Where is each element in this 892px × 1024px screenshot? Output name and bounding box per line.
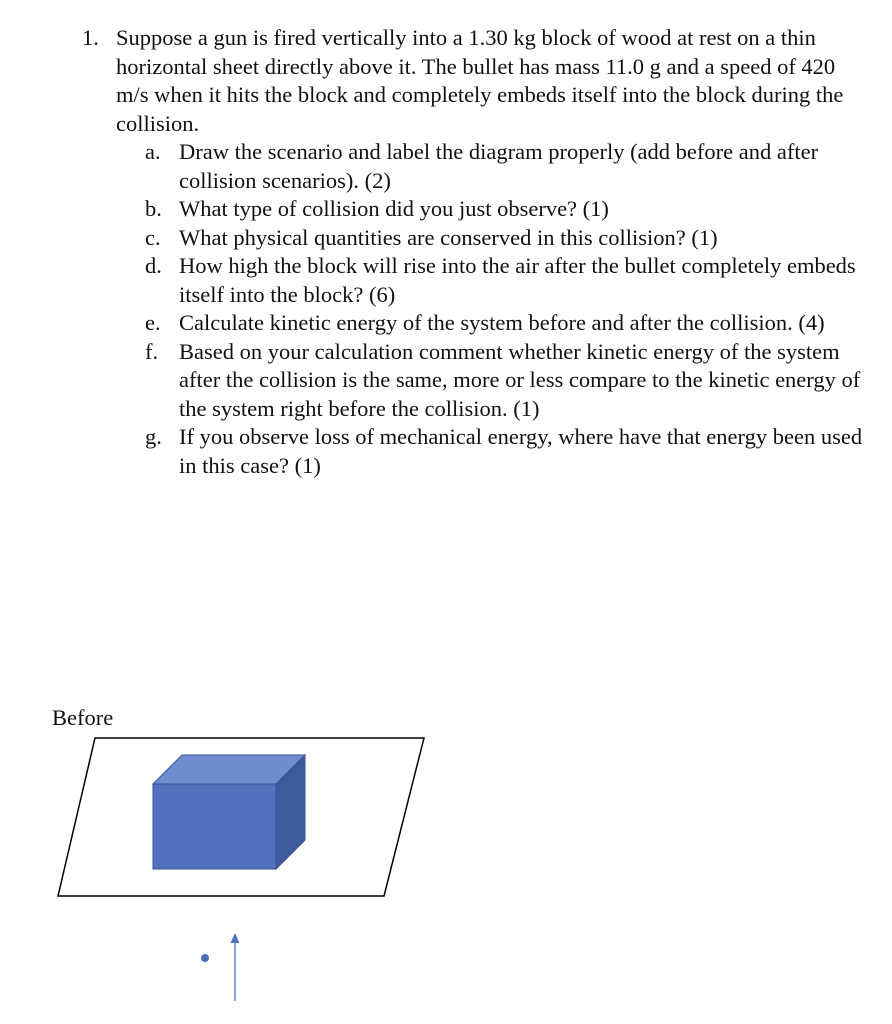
part-text: If you observe loss of mechanical energy, where have that energy been used in this case? (1) (179, 424, 863, 478)
part-text: Draw the scenario and label the diagram properly (add before and after collision scenarios). (2) (179, 139, 819, 193)
part-text: What type of collision did you just observe? (1) (179, 196, 609, 221)
velocity-arrow-head (231, 933, 240, 943)
part-text: How high the block will rise into the air after the bullet completely embeds itself into the block? (6) (179, 253, 856, 307)
part-letter: g. (145, 424, 162, 449)
part-letter: b. (145, 196, 162, 221)
question-stem: Suppose a gun is fired vertically into a 1.30 kg block of wood at rest on a thin horizontal sheet directly above it. The bullet has mass 11.0 g and a speed of 420 m/s when it hits the block and completely embeds itself into the block during the collision. (116, 25, 844, 136)
part-letter: f. (145, 338, 159, 364)
part-text: Based on your calculation comment whether kinetic energy of the system after the collision is the same, more or less compare to the kinetic energy of the system right before the collision. (1) (179, 338, 861, 421)
bullet (201, 954, 209, 962)
part-text: What physical quantities are conserved in this collision? (1) (179, 224, 718, 250)
part-letter: a. (145, 139, 161, 164)
question-number: 1. (82, 25, 99, 50)
before-label: Before (52, 705, 114, 730)
part-letter: c. (145, 224, 161, 250)
wood-block-front (153, 784, 276, 869)
part-text: Calculate kinetic energy of the system before and after the collision. (4) (179, 310, 825, 335)
part-letter: e. (145, 310, 161, 335)
part-letter: d. (145, 253, 162, 278)
